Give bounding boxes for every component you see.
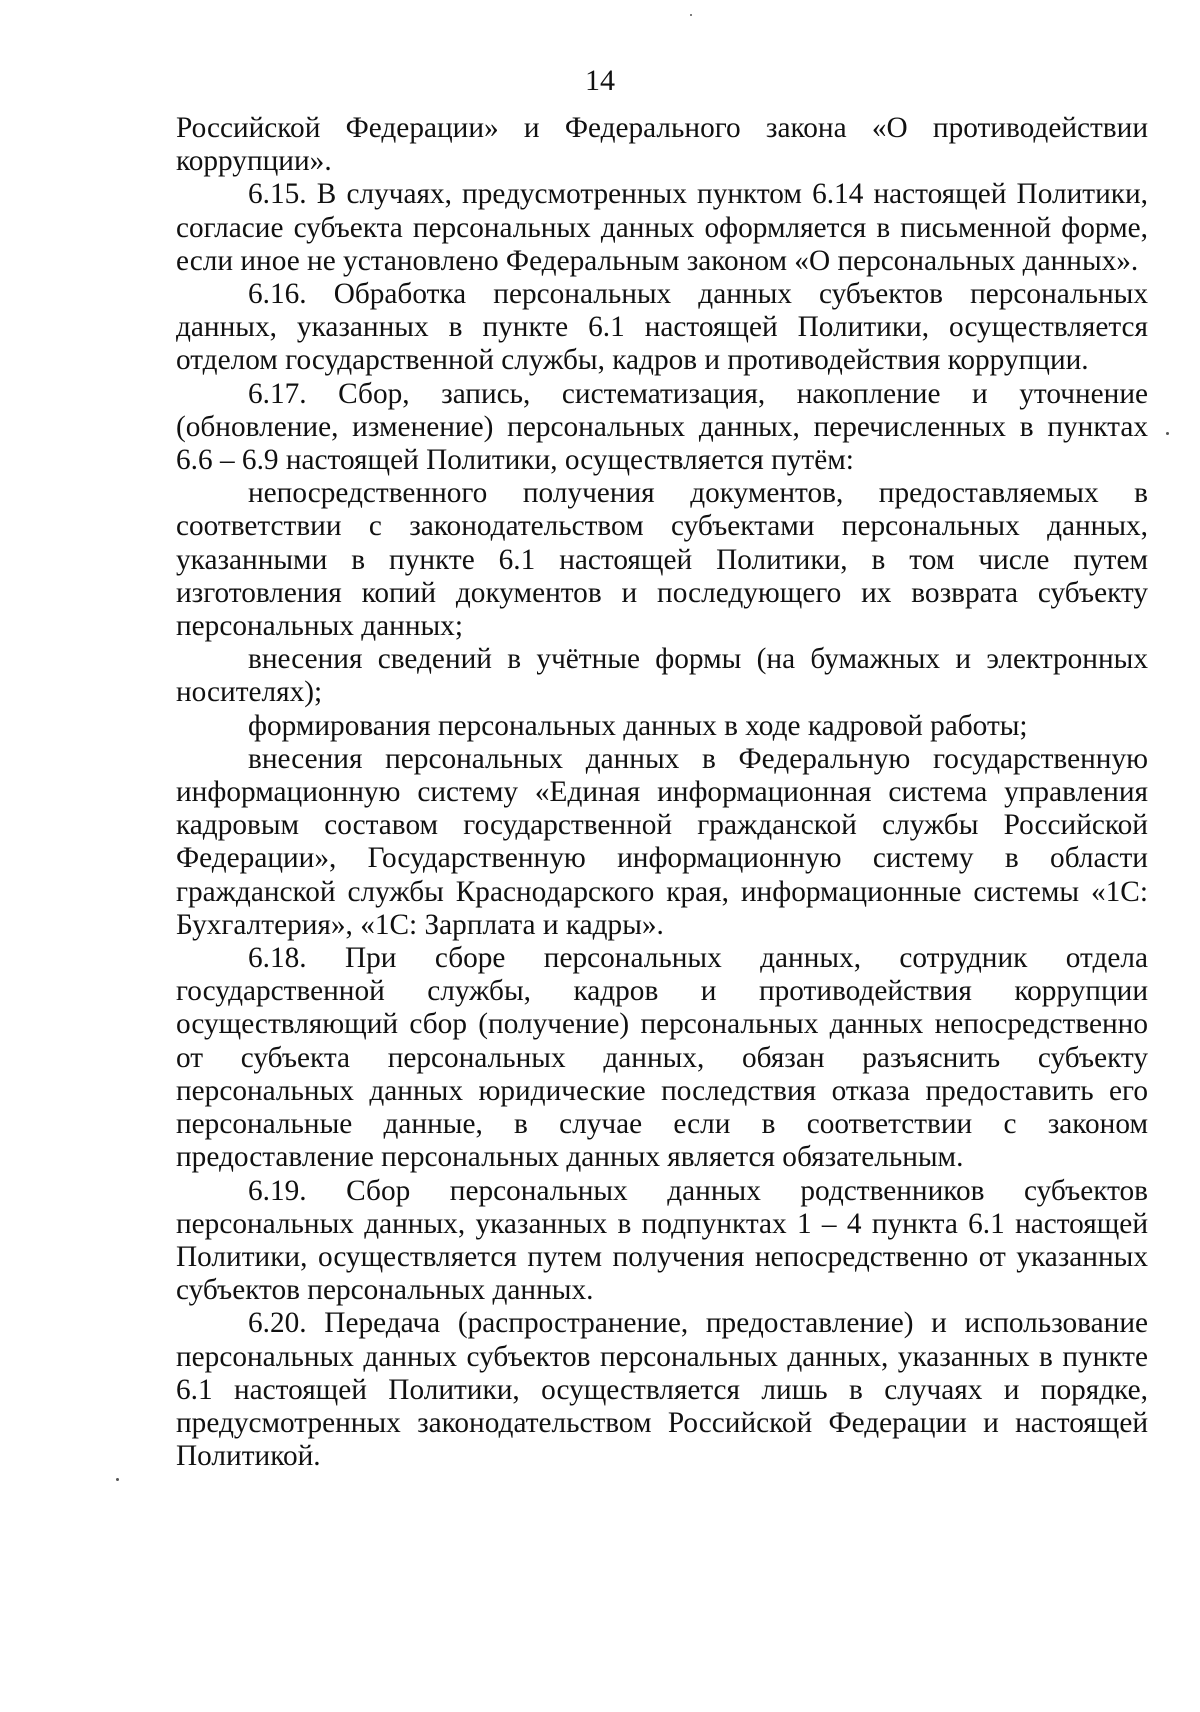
paragraph-6-15: 6.15. В случаях, предусмотренных пунктом 6.14 настоящей Политики, согласие субъекта персональных данных оформляется в письменной форме, если иное не установлено Федеральным законом «О персональных данных». [176, 178, 1148, 277]
list-item-record-forms: внесения сведений в учётные формы (на бумажных и электронных носителях); [176, 643, 1148, 709]
scan-speck [1166, 432, 1169, 435]
document-body [176, 112, 1148, 1473]
list-item-direct-receipt: непосредственного получения документов, предоставляемых в соответствии с законодательством субъектами персональных данных, указанными в пункте 6.1 настоящей Политики, в том числе путем изготовления копий документов и последующего их возврата субъекту персональных данных; [176, 477, 1148, 643]
scan-speck [116, 1478, 119, 1481]
paragraph-continuation: Российской Федерации» и Федерального закона «О противодействии коррупции». [176, 112, 1148, 178]
scan-speck [690, 14, 692, 16]
list-item-information-systems: внесения персональных данных в Федеральную государственную информационную систему «Единая информационная система управления кадровым составом государственной гражданской службы Российской Федерации», Государственную информационную систему в области гражданской службы Краснодарского края, информационные системы «1С: Бухгалтерия», «1С: Зарплата и кадры». [176, 742, 1148, 941]
paragraph-6-16: 6.16. Обработка персональных данных субъектов персональных данных, указанных в пункте 6.1 настоящей Политики, осуществляется отделом государственной службы, кадров и противодействия коррупции. [176, 278, 1148, 377]
page-number: 14 [585, 64, 615, 97]
paragraph-6-20: 6.20. Передача (распространение, предоставление) и использование персональных данных субъектов персональных данных, указанных в пункте 6.1 настоящей Политики, осуществляется лишь в случаях и порядке, предусмотренных законодательством Российской Федерации и настоящей Политикой. [176, 1307, 1148, 1473]
paragraph-6-18: 6.18. При сборе персональных данных, сотрудник отдела государственной службы, кадров и противодействия коррупции осуществляющий сбор (получение) персональных данных непосредственно от субъекта персональных данных, обязан разъяснить субъекту персональных данных юридические последствия отказа предоставить его персональные данные, в случае если в соответствии с законом предоставление персональных данных является обязательным. [176, 942, 1148, 1174]
list-item-hr-work: формирования персональных данных в ходе кадровой работы; [248, 709, 1028, 742]
paragraph-6-19: 6.19. Сбор персональных данных родственников субъектов персональных данных, указанных в подпунктах 1 – 4 пункта 6.1 настоящей Политики, осуществляется путем получения непосредственно от указанных субъектов персональных данных. [176, 1174, 1148, 1307]
paragraph-6-17: 6.17. Сбор, запись, систематизация, накопление и уточнение (обновление, изменение) персональных данных, перечисленных в пунктах 6.6 – 6.9 настоящей Политики, осуществляется путём: [176, 377, 1148, 477]
